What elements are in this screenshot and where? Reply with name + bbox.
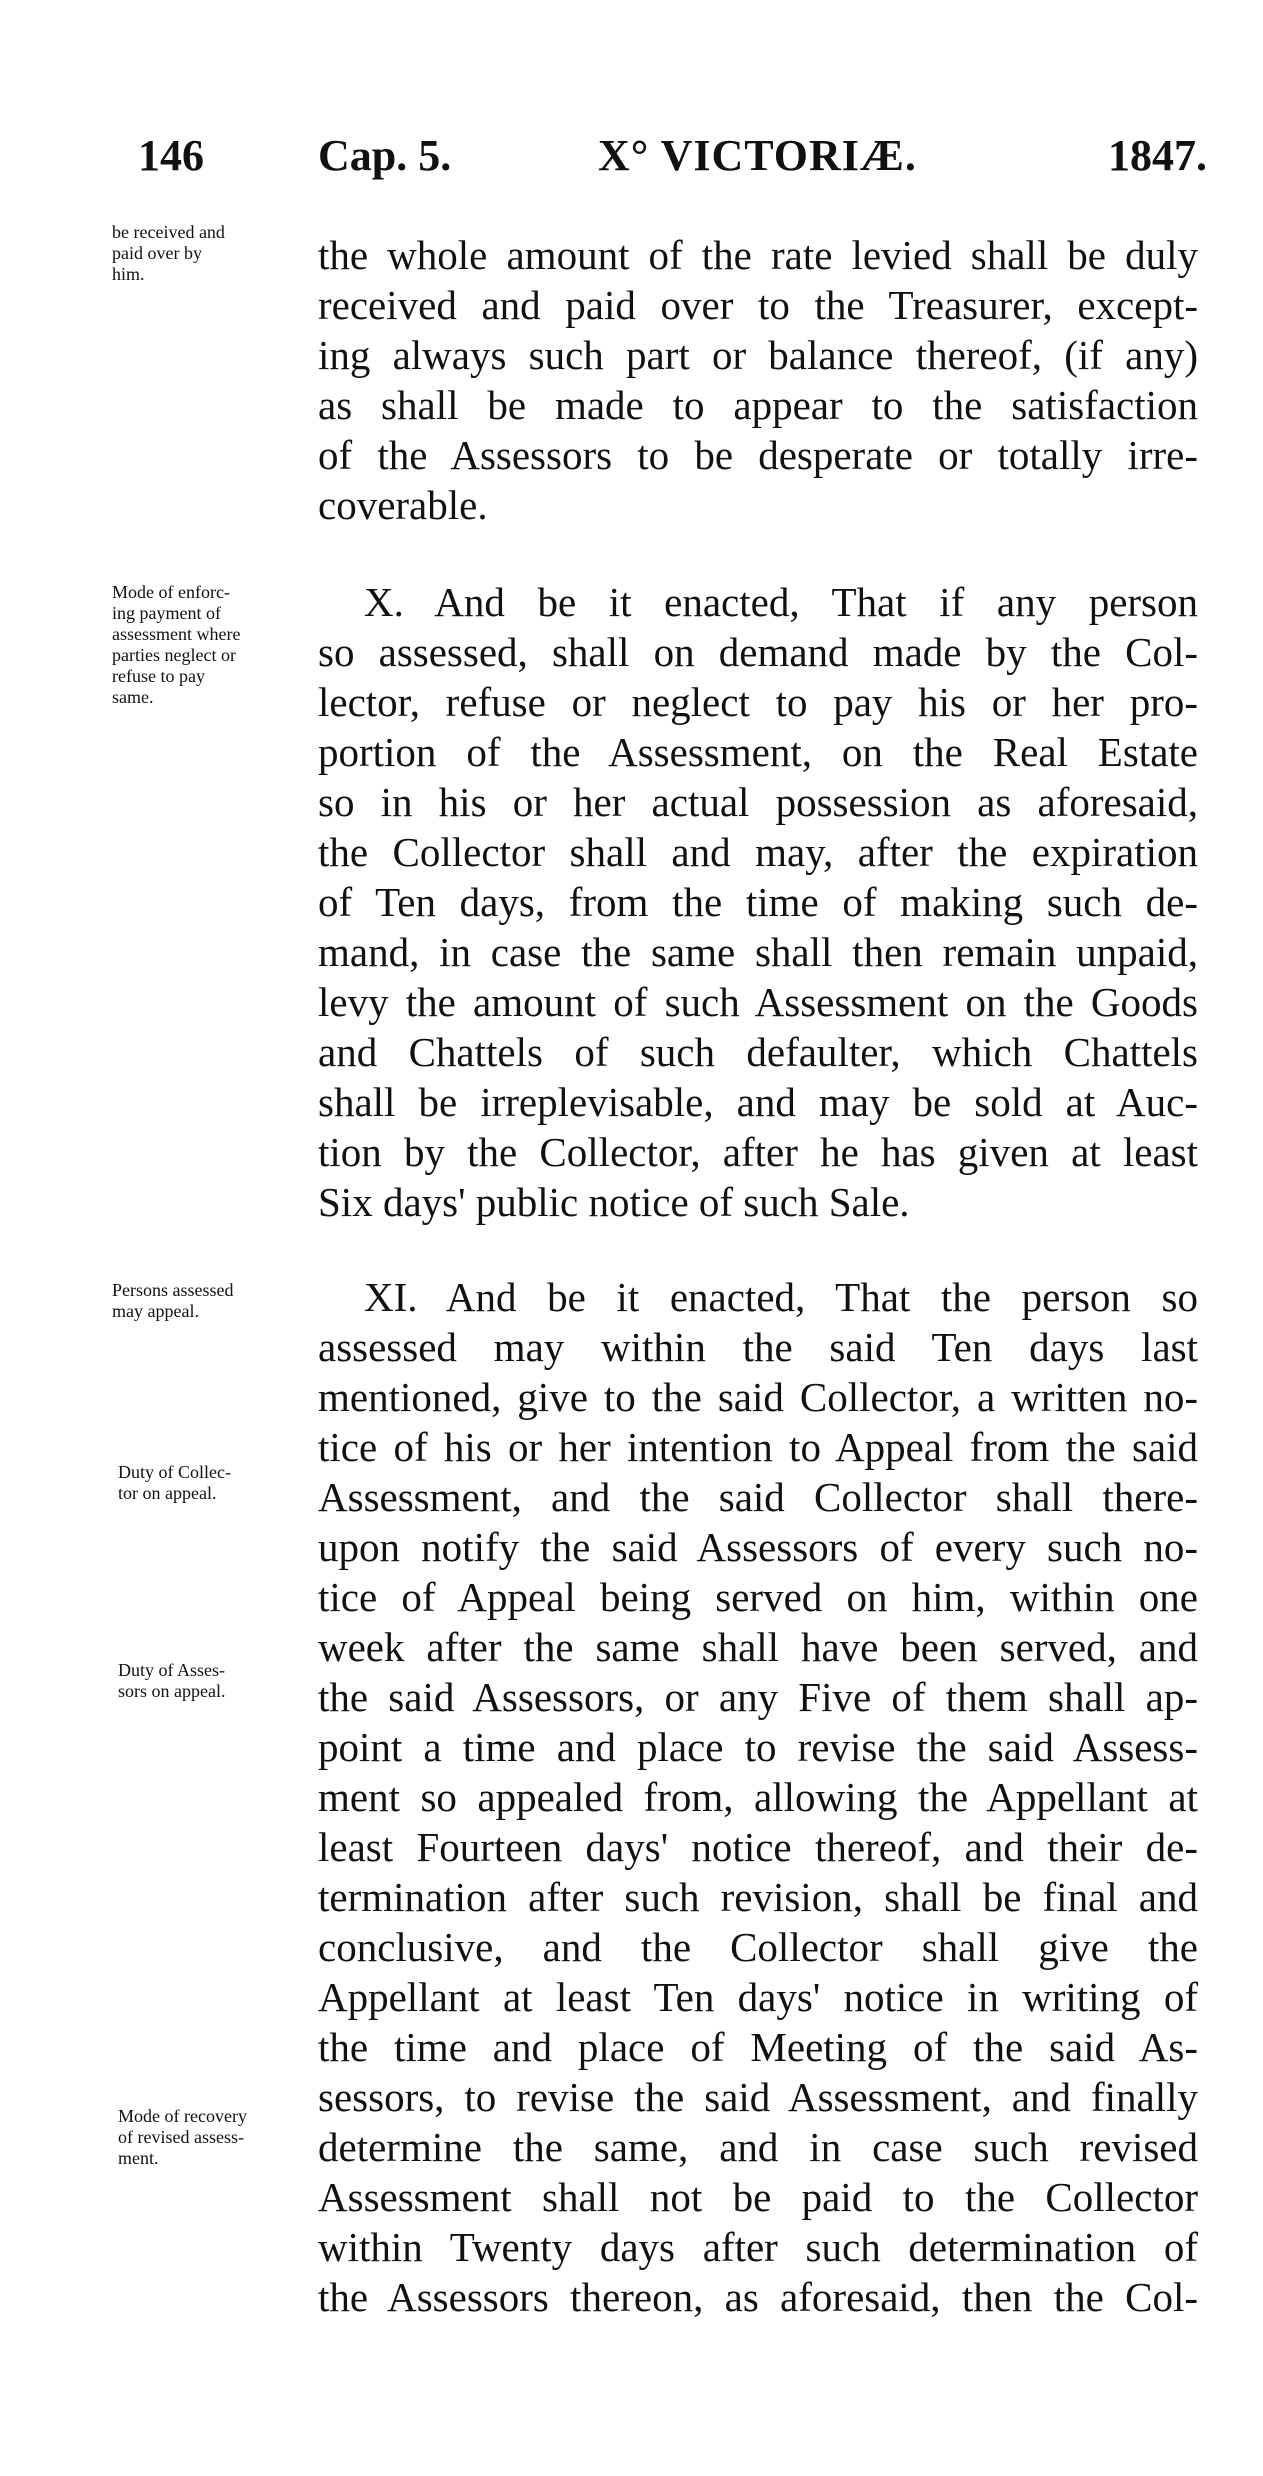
margin-note <box>112 582 302 708</box>
text-line: portion of the Assessment, on the Real Estate <box>318 729 1198 775</box>
text-line: mentioned, give to the said Collector, a written no- <box>318 1374 1198 1420</box>
text-line: XI. And be it enacted, That the person so <box>364 1274 1198 1320</box>
text-line: ment so appealed from, allowing the Appellant at <box>318 1774 1198 1820</box>
text-line: the Assessors thereon, as aforesaid, then the Col- <box>318 2274 1198 2320</box>
margin-note <box>118 2106 308 2169</box>
text-line: so in his or her actual possession as aforesaid, <box>318 779 1198 825</box>
margin-note-line: be received and <box>112 222 225 242</box>
text-line: mand, in case the same shall then remain unpaid, <box>318 929 1198 975</box>
text-line: Assessment, and the said Collector shall there- <box>318 1474 1198 1520</box>
running-title: X° VICTORIÆ. <box>598 131 917 180</box>
margin-note-line: tor on appeal. <box>118 1483 217 1503</box>
text-line: the whole amount of the rate levied shall be duly <box>318 232 1198 278</box>
margin-note-line: Mode of recovery <box>118 2106 247 2126</box>
margin-note-line: paid over by <box>112 243 202 263</box>
text-line: least Fourteen days' notice thereof, and their de- <box>318 1824 1198 1870</box>
margin-note-line: ing payment of <box>112 603 221 623</box>
running-head <box>0 130 1263 190</box>
text-line: as shall be made to appear to the satisfaction <box>318 382 1198 428</box>
text-line: levy the amount of such Assessment on the Goods <box>318 979 1198 1025</box>
text-line: within Twenty days after such determination of <box>318 2224 1198 2270</box>
text-line: and Chattels of such defaulter, which Chattels <box>318 1029 1198 1075</box>
text-line: Assessment shall not be paid to the Collector <box>318 2174 1198 2220</box>
margin-note-line: ment. <box>118 2148 159 2168</box>
margin-note-line: Persons assessed <box>112 1280 234 1300</box>
margin-note-line: parties neglect or <box>112 645 236 665</box>
margin-note-line: him. <box>112 264 145 284</box>
margin-note <box>118 1660 308 1702</box>
text-line: conclusive, and the Collector shall give the <box>318 1924 1198 1970</box>
text-line: shall be irreplevisable, and may be sold at Auc- <box>318 1079 1198 1125</box>
margin-note-line: may appeal. <box>112 1301 199 1321</box>
margin-note-line: refuse to pay <box>112 666 205 686</box>
text-line: lector, refuse or neglect to pay his or her pro- <box>318 679 1198 725</box>
text-line: the said Assessors, or any Five of them shall ap- <box>318 1674 1198 1720</box>
margin-note <box>112 1280 302 1322</box>
text-line: of the Assessors to be desperate or totally irre- <box>318 432 1198 478</box>
text-line: tion by the Collector, after he has given at least <box>318 1129 1198 1175</box>
margin-note-line: sors on appeal. <box>118 1681 226 1701</box>
page-number: 146 <box>138 131 204 180</box>
year-label: 1847. <box>1108 131 1207 180</box>
text-line: determine the same, and in case such revised <box>318 2124 1198 2170</box>
text-line: upon notify the said Assessors of every such no- <box>318 1524 1198 1570</box>
margin-note <box>112 222 302 285</box>
margin-note-line: Mode of enforc- <box>112 582 230 602</box>
margin-note-line: same. <box>112 687 154 707</box>
text-line: Six days' public notice of such Sale. <box>318 1179 910 1225</box>
text-line: Appellant at least Ten days' notice in writing of <box>318 1974 1198 2020</box>
text-line: sessors, to revise the said Assessment, and finally <box>318 2074 1198 2120</box>
margin-note <box>118 1462 308 1504</box>
margin-note-line: Duty of Collec- <box>118 1462 231 1482</box>
text-line: termination after such revision, shall be final and <box>318 1874 1198 1920</box>
margin-note-line: assessment where <box>112 624 241 644</box>
margin-note-line: Duty of Asses- <box>118 1660 225 1680</box>
text-line: point a time and place to revise the said Assess- <box>318 1724 1198 1770</box>
text-line: so assessed, shall on demand made by the Col- <box>318 629 1198 675</box>
text-line: tice of his or her intention to Appeal from the said <box>318 1424 1198 1470</box>
text-line: the time and place of Meeting of the said As- <box>318 2024 1198 2070</box>
text-line: the Collector shall and may, after the expiration <box>318 829 1198 875</box>
text-line: week after the same shall have been served, and <box>318 1624 1198 1670</box>
margin-note-line: of revised assess- <box>118 2127 244 2147</box>
chapter-label: Cap. 5. <box>318 131 452 180</box>
text-line: ing always such part or balance thereof, (if any) <box>318 332 1198 378</box>
text-line: tice of Appeal being served on him, within one <box>318 1574 1198 1620</box>
text-line: of Ten days, from the time of making such de- <box>318 879 1198 925</box>
text-line: X. And be it enacted, That if any person <box>364 579 1198 625</box>
text-line: received and paid over to the Treasurer, except- <box>318 282 1198 328</box>
text-line: assessed may within the said Ten days last <box>318 1324 1198 1370</box>
text-line: coverable. <box>318 482 488 528</box>
